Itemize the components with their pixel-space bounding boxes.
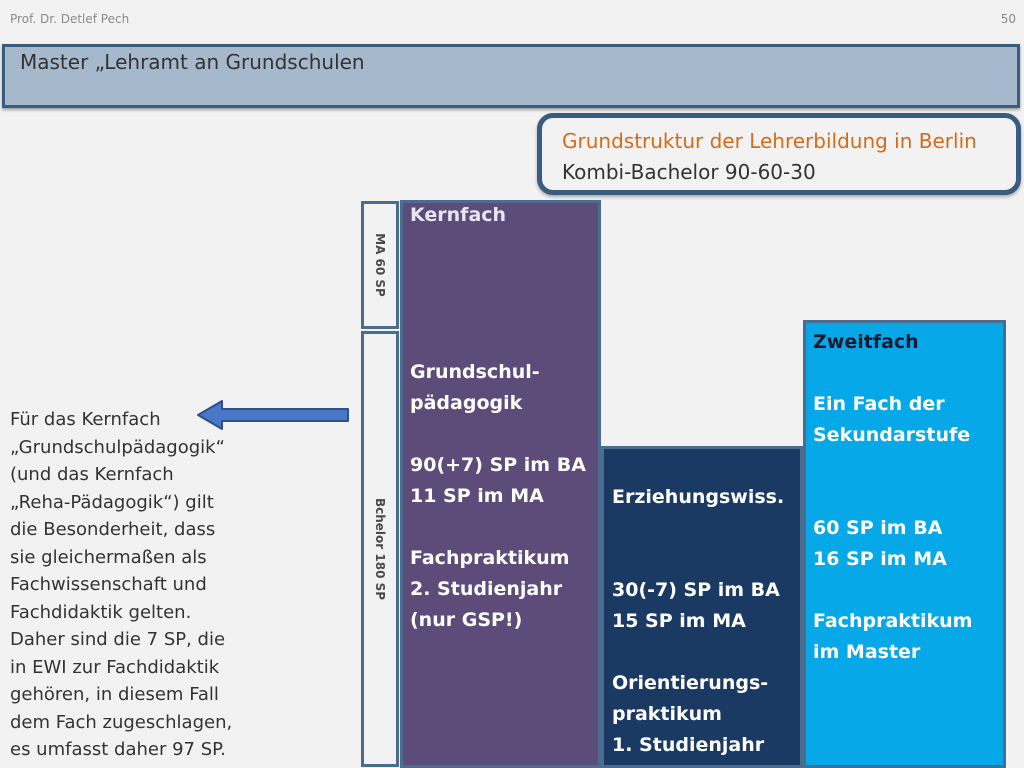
bachelor-side-box xyxy=(361,331,399,767)
callout-subheading: Kombi-Bachelor 90-60-30 xyxy=(562,160,816,184)
kernfach-body: Grundschul- pädagogik 90(+7) SP im BA 11 SP im MA Fachpraktikum 2. Studienjahr (nur GSP!) xyxy=(410,361,586,631)
zweitfach-body: Ein Fach der Sekundarstufe 60 SP im BA 16 SP im MA Fachpraktikum im Master xyxy=(813,393,973,663)
master-side-label: MA 60 SP xyxy=(373,233,387,297)
page-number: 50 xyxy=(1000,12,1016,26)
explanation-note: Für das Kernfach „Grundschulpädagogik“ (und das Kernfach „Reha-Pädagogik“) gilt die Besonderheit, dass sie gleichermaßen als Fachwissenschaft und Fachdidaktik gelten. Daher sind die 7 SP, die in EWI zur Fachdidaktik gehören, in diesem Fall dem Fach zugeschlagen, es umfasst daher 97 SP. xyxy=(10,409,233,760)
callout-heading: Grundstruktur der Lehrerbildung in Berlin xyxy=(562,129,977,153)
kernfach-title: Kernfach xyxy=(410,204,507,226)
master-side-box xyxy=(361,201,399,329)
zweitfach-title: Zweitfach xyxy=(813,331,919,353)
erziehung-body: Erziehungswiss. 30(-7) SP im BA 15 SP im MA Orientierungs- praktikum 1. Studienjahr xyxy=(612,486,785,756)
page-title: Master „Lehramt an Grundschulen xyxy=(20,50,365,74)
bachelor-side-label: Bchelor 180 SP xyxy=(373,497,387,601)
zweitfach-text xyxy=(813,327,972,668)
author-label: Prof. Dr. Detlef Pech xyxy=(10,12,130,26)
